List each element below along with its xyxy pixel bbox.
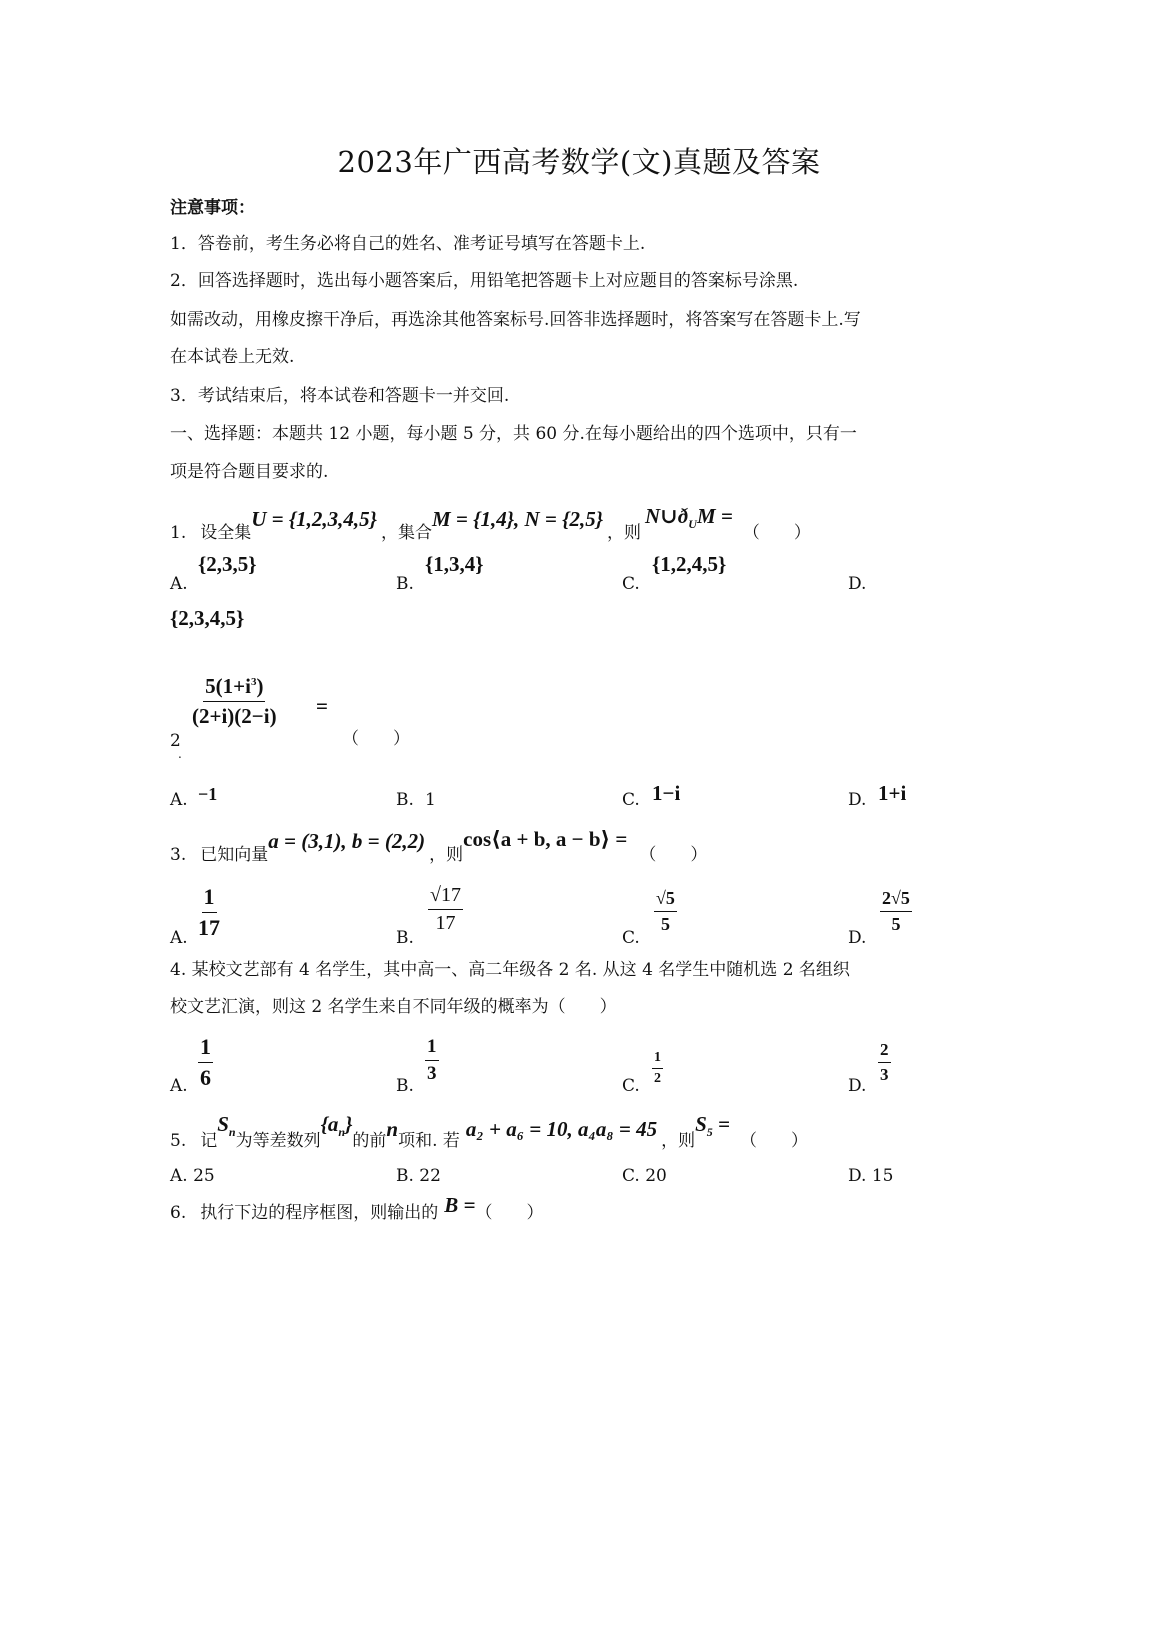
q3-b-den: 17 bbox=[435, 912, 456, 934]
q3-text-2: ，则 bbox=[429, 845, 464, 865]
q3-a-den: 17 bbox=[198, 915, 220, 940]
q4-option-b-label: B. bbox=[396, 1076, 414, 1096]
q3-option-c bbox=[654, 888, 677, 935]
q3-answer-paren: （ ） bbox=[639, 845, 708, 865]
q5-an-main: {a bbox=[320, 1111, 339, 1136]
q1-option-a: {2,3,5} bbox=[198, 552, 257, 576]
question-1 bbox=[170, 502, 811, 542]
q3-option-a-label: A. bbox=[170, 928, 188, 948]
q1-universal-set: U = {1,2,3,4,5} bbox=[251, 507, 377, 531]
q5-sn-sub: n bbox=[228, 1125, 236, 1139]
page-title: 2023年广西高考数学(文)真题及答案 bbox=[337, 145, 821, 179]
q5-answer-paren: （ ） bbox=[740, 1131, 809, 1151]
q6-answer-paren: （ ） bbox=[475, 1203, 544, 1223]
q2-number: 2 bbox=[170, 731, 181, 751]
q4-d-den: 3 bbox=[880, 1065, 889, 1084]
q2-fraction bbox=[192, 674, 277, 729]
q2-option-c-label: C. bbox=[622, 790, 640, 810]
q2-option-b: 1 bbox=[425, 790, 436, 810]
q4-line-1: 4. 某校文艺部有 4 名学生，其中高一、高二年级各 2 名. 从这 4 名学生中随机选 2 名组织 bbox=[170, 960, 850, 980]
q4-b-den: 3 bbox=[427, 1063, 437, 1084]
q4-a-den: 6 bbox=[200, 1065, 211, 1090]
q6-b-end: = bbox=[458, 1193, 476, 1217]
section-1-line-1: 一、选择题：本题共 12 小题，每小题 5 分，共 60 分.在每小题给出的四个选项中，只有一 bbox=[170, 424, 857, 444]
notice-item-2-cont: 如需改动，用橡皮擦干净后，再选涂其他答案标号.回答非选择题时，将答案写在答题卡上.写 bbox=[170, 310, 861, 330]
question-3 bbox=[170, 822, 707, 864]
q5-sn bbox=[217, 1112, 235, 1140]
notice-item-1: 1．答卷前，考生务必将自己的姓名、准考证号填写在答题卡上. bbox=[170, 234, 646, 254]
q2-dot: . bbox=[178, 747, 182, 761]
q5-n: n bbox=[386, 1117, 399, 1141]
q3-c-num: √5 bbox=[654, 888, 677, 912]
q5-s5 bbox=[695, 1112, 730, 1140]
q3-option-a-frac bbox=[198, 884, 220, 941]
q1-sets-mn: M = {1,4}, N = {2,5} bbox=[432, 507, 604, 531]
q5-text-4: 项和. 若 bbox=[398, 1131, 460, 1151]
notice-item-2-end: 在本试卷上无效. bbox=[170, 347, 295, 367]
q3-option-c-frac bbox=[654, 888, 677, 935]
q1-option-b-label: B. bbox=[396, 574, 414, 594]
q5-number: 5. bbox=[170, 1131, 187, 1151]
q1-number: 1. bbox=[170, 523, 187, 543]
q2-option-b-label: B. bbox=[396, 790, 414, 810]
q4-option-a-label: A. bbox=[170, 1076, 188, 1096]
q5-text-1: 记 bbox=[200, 1131, 218, 1151]
q1-text-1: 设全集 bbox=[200, 523, 252, 543]
q3-d-den: 5 bbox=[891, 914, 901, 934]
q5-text-5: ，则 bbox=[661, 1131, 696, 1151]
q4-option-d-label: D. bbox=[848, 1076, 867, 1096]
q5-option-a: A. 25 bbox=[170, 1166, 215, 1186]
q6-b-main: B bbox=[444, 1193, 459, 1217]
q3-text-1: 已知向量 bbox=[200, 845, 269, 865]
q5-an-end: } bbox=[345, 1111, 353, 1136]
q4-option-a bbox=[198, 1034, 213, 1091]
q2-frac bbox=[192, 674, 277, 729]
q1-answer-paren: （ ） bbox=[742, 523, 811, 543]
q1-option-c: {1,2,4,5} bbox=[652, 552, 727, 576]
q1-expr-part-2: M = bbox=[696, 503, 733, 528]
q5-an-sub: n bbox=[338, 1125, 346, 1139]
q5-s5-main: S bbox=[695, 1111, 707, 1136]
q5-s5-sub: 5 bbox=[706, 1125, 713, 1139]
q3-d-num: 2√5 bbox=[880, 888, 912, 912]
q3-option-d-frac bbox=[880, 888, 912, 935]
q4-option-d bbox=[878, 1040, 891, 1085]
q1-option-a-label: A. bbox=[170, 574, 188, 594]
q2-option-d: 1+i bbox=[878, 781, 907, 805]
q4-c-num: 1 bbox=[652, 1050, 663, 1069]
q1-option-c-label: C. bbox=[622, 574, 640, 594]
q6-text-1: 执行下边的程序框图，则输出的 bbox=[200, 1203, 439, 1223]
question-6 bbox=[170, 1192, 543, 1222]
q4-option-c bbox=[652, 1050, 663, 1087]
q5-s5-end: = bbox=[712, 1111, 731, 1136]
q3-option-b bbox=[428, 884, 463, 935]
q1-expr-part-1: N∪ð bbox=[645, 503, 689, 528]
q1-text-3: ，则 bbox=[607, 523, 642, 543]
q2-answer-paren: （ ） bbox=[342, 729, 410, 749]
section-1-line-2: 项是符合题目要求的. bbox=[170, 462, 329, 482]
q2-option-a: −1 bbox=[198, 784, 218, 804]
q4-c-den: 2 bbox=[654, 1071, 661, 1086]
q3-cos-expression: cos⟨a + b, a − b⟩ = bbox=[463, 827, 628, 851]
q1-expression bbox=[645, 503, 733, 532]
q3-option-a bbox=[198, 884, 220, 941]
q5-option-c: C. 20 bbox=[622, 1166, 667, 1186]
q4-d-num: 2 bbox=[878, 1040, 891, 1063]
q1-expr-sub: U bbox=[688, 517, 697, 531]
q3-number: 3. bbox=[170, 845, 187, 865]
q1-text-2: ，集合 bbox=[381, 523, 432, 543]
q2-numerator bbox=[203, 674, 265, 702]
q6-b bbox=[444, 1193, 475, 1218]
q4-b-num: 1 bbox=[425, 1036, 439, 1061]
q1-option-b: {1,3,4} bbox=[425, 552, 484, 576]
q5-option-d: D. 15 bbox=[848, 1166, 894, 1186]
q4-line-2: 校文艺汇演，则这 2 名学生来自不同年级的概率为（ ） bbox=[170, 997, 617, 1017]
q2-denominator: (2+i)(2−i) bbox=[192, 704, 277, 728]
notice-item-3: 3．考试结束后，将本试卷和答题卡一并交回. bbox=[170, 386, 510, 406]
q4-option-b bbox=[425, 1036, 439, 1085]
q5-text-3: 的前 bbox=[352, 1131, 387, 1151]
q2-equals: = bbox=[316, 694, 328, 718]
q5-an bbox=[321, 1112, 353, 1140]
q3-option-b-label: B. bbox=[396, 928, 414, 948]
q4-option-d-frac bbox=[878, 1040, 891, 1085]
q3-option-c-label: C. bbox=[622, 928, 640, 948]
q3-a-num: 1 bbox=[202, 884, 217, 913]
q4-option-b-frac bbox=[425, 1036, 439, 1085]
q5-text-2: 为等差数列 bbox=[235, 1131, 321, 1151]
q4-option-c-frac bbox=[652, 1050, 663, 1087]
q2-option-d-label: D. bbox=[848, 790, 867, 810]
q2-num-end: ) bbox=[256, 674, 264, 698]
q3-option-d bbox=[880, 888, 912, 935]
q3-b-num: √17 bbox=[428, 884, 463, 910]
q3-vectors: a = (3,1), b = (2,2) bbox=[268, 829, 426, 853]
q6-number: 6. bbox=[170, 1203, 187, 1223]
q2-option-c: 1−i bbox=[652, 781, 681, 805]
q5-option-b: B. 22 bbox=[396, 1166, 441, 1186]
q4-a-num: 1 bbox=[198, 1034, 213, 1063]
q2-num-main: 5(1+i bbox=[205, 674, 251, 698]
q3-c-den: 5 bbox=[660, 914, 670, 934]
q4-option-a-frac bbox=[198, 1034, 213, 1091]
q5-sn-main: S bbox=[217, 1111, 229, 1136]
q3-option-b-frac bbox=[428, 884, 463, 935]
question-5 bbox=[170, 1110, 808, 1150]
q3-option-d-label: D. bbox=[848, 928, 867, 948]
q2-num-sup: 3 bbox=[250, 676, 257, 688]
q1-option-d-label: D. bbox=[848, 574, 867, 594]
q5-conditions: a₂ + a₆ = 10, a₄a₈ = 45 bbox=[465, 1117, 658, 1141]
q1-option-d: {2,3,4,5} bbox=[170, 606, 245, 630]
q2-option-a-label: A. bbox=[170, 790, 188, 810]
q4-option-c-label: C. bbox=[622, 1076, 640, 1096]
notice-item-2: 2．回答选择题时，选出每小题答案后，用铅笔把答题卡上对应题目的答案标号涂黑. bbox=[170, 271, 799, 291]
notice-heading: 注意事项： bbox=[170, 198, 255, 218]
